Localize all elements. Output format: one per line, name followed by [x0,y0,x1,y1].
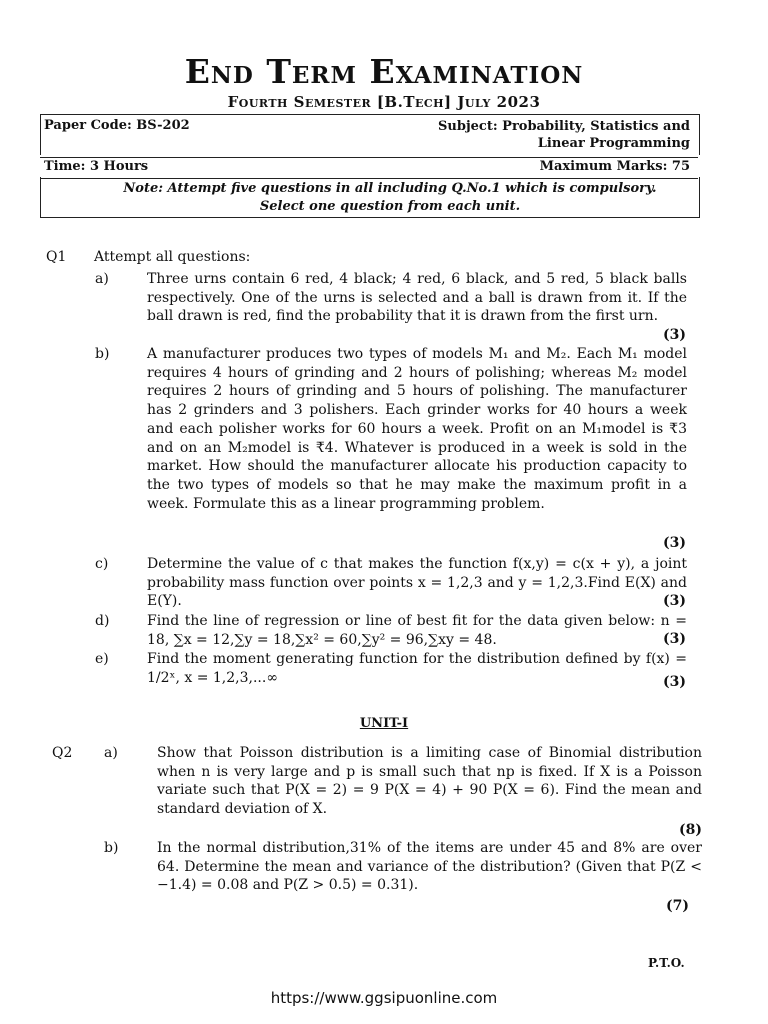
part-label: a) [95,271,109,287]
part-marks: (3) [663,593,686,609]
part-label: b) [95,346,110,362]
part-marks: (3) [663,674,686,690]
part-text: In the normal distribution,31% of the items are under 45 and 8% are over 64. Determine the mean and variance of the distribution? (Given that P(Z < −1.4) = 0.08 and P(Z > 0.5) = 0.31). [157,840,702,894]
part-label: d) [95,613,110,629]
question-number: Q1 [46,249,67,265]
semester-subtitle: Fourth Semester [B.Tech] July 2023 [227,93,541,111]
part-text: Three urns contain 6 red, 4 black; 4 red, 6 black, and 5 red, 5 black balls respectively. One of the urns is selected and a ball is drawn from it. If the ball drawn is red, find the probability that it is drawn from the first urn. [147,271,687,325]
time-allowed: Time: 3 Hours [44,159,149,174]
part-label: c) [95,556,109,572]
paper-code: Paper Code: BS-202 [44,118,190,133]
part-text: Determine the value of c that makes the function f(x,y) = c(x + y), a joint probability mass function over points x = 1,2,3 and y = 1,2,3.Find E(X) and E(Y). [147,556,687,610]
part-text: Show that Poisson distribution is a limiting case of Binomial distribution when n is very large and p is small such that np is fixed. If X is a Poisson variate such that P(X = 2) = 9 P(X = 4) + 90 P(X = 6). Find the mean and standard deviation of X. [157,745,702,818]
footer-url[interactable]: https://www.ggsipuonline.com [270,989,498,1007]
question-number: Q2 [52,745,73,761]
part-marks: (7) [666,898,689,914]
part-marks: (3) [663,535,686,551]
part-label: a) [104,745,118,761]
part-text: A manufacturer produces two types of models M₁ and M₂. Each M₁ model requires 4 hours of grinding and 2 hours of polishing; whereas M₂ model requires 2 hours of grinding and 5 hours of polishing. The manufacturer has 2 grinders and 3 polishers. Each grinder works for 40 hours a week and each polisher works for 60 hours a week. Profit on an M₁model is ₹3 and on an M₂model is ₹4. Whatever is produced in a week is sold in the market. How should the manufacturer allocate his production capacity to the two types of models so that he may make the maximum profit in a week. Formulate this as a linear programming problem. [147,346,687,512]
question-instruction: Attempt all questions: [94,249,251,265]
exam-title: End Term Examination [184,52,584,91]
part-marks: (8) [679,822,702,838]
instructions-note: Note: Attempt five questions in all including Q.No.1 which is compulsory. Select one question from each unit. [123,181,657,214]
part-label: e) [95,651,109,667]
part-text: Find the line of regression or line of best fit for the data given below: n = 18, ∑x = 12,∑y = 18,∑x² = 60,∑y² = 96,∑xy = 48. [147,613,687,648]
please-turn-over: P.T.O. [648,956,685,970]
part-marks: (3) [663,327,686,343]
part-marks: (3) [663,631,686,647]
subject: Subject: Probability, Statistics and Linear Programming [438,119,690,151]
maximum-marks: Maximum Marks: 75 [539,159,690,174]
unit-heading: UNIT-I [359,716,409,731]
part-text: Find the moment generating function for the distribution defined by f(x) = 1/2ˣ, x = 1,2,3,...∞ [147,651,687,686]
part-label: b) [104,840,119,856]
